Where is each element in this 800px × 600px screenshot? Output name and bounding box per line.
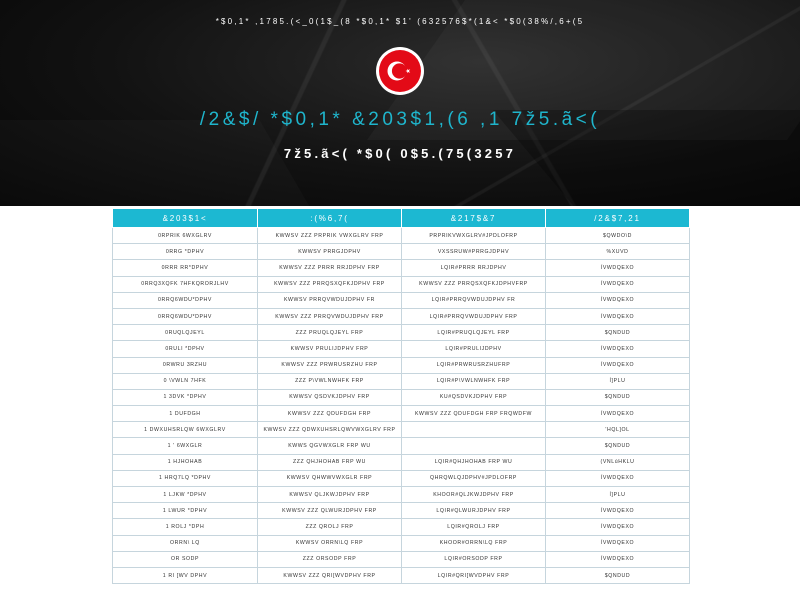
cell-company: 1 DUFDGH (113, 406, 258, 422)
cell-contact[interactable] (402, 422, 546, 438)
table-row (113, 308, 690, 324)
page-title: /2&$/ *$0,1* &203$1,(6 ,1 7ž5.ã<( (199, 109, 601, 130)
cell-website[interactable]: KWWSV ZZZ PRPRIK VWXGLRV FRP (258, 228, 402, 244)
table-row (113, 292, 690, 308)
cell-location: ÍVWDQEXO (546, 470, 690, 486)
table-row (113, 276, 690, 292)
column-header-location: /2&$7,21 (546, 209, 690, 228)
cell-location: ÍVWDQEXO (546, 535, 690, 551)
cell-location: ÍVWDQEXO (546, 341, 690, 357)
cell-company: 1 3DVK *DPHV (113, 389, 258, 405)
cell-website[interactable]: KWWSV QLJKWJDPHV FRP (258, 487, 402, 503)
cell-contact[interactable]: LQIR#QRI[WVDPHV FRP (402, 567, 546, 583)
cell-website[interactable]: KWWSV ZZZ PRRQSXQFKJDPHV FRP (258, 276, 402, 292)
hero-banner (0, 0, 800, 206)
cell-location: ÍVWDQEXO (546, 406, 690, 422)
table-row (113, 389, 690, 405)
cell-location: (VNLúHKLU (546, 454, 690, 470)
table-row (113, 454, 690, 470)
cell-company: 0RUQLQJEYL (113, 325, 258, 341)
cell-location: ÍVWDQEXO (546, 276, 690, 292)
top-navigation[interactable]: *$0,1* ,1785.(<_0(1$_(8 *$0,1* $1' (632576$*(1&< *$0(38%/,6+(5 (215, 17, 585, 26)
cell-contact[interactable]: LQIR#PRRQVWDUJDPHV FRP (402, 308, 546, 324)
cell-location: Í]PLU (546, 373, 690, 389)
table-row (113, 519, 690, 535)
cell-website[interactable]: KWWS QGVWXGLR FRP WU (258, 438, 402, 454)
cell-website[interactable]: KWWSV ZZZ PRRR RRJDPHV FRP (258, 260, 402, 276)
cell-website[interactable]: KWWSV ZZZ PRRQVWDUJDPHV FRP (258, 308, 402, 324)
cell-website[interactable]: ZZZ QROLJ FRP (258, 519, 402, 535)
crescent-inner (392, 63, 407, 78)
cell-website[interactable]: ZZZ PRUQLQJEYL FRP (258, 325, 402, 341)
table-row (113, 470, 690, 486)
table-row (113, 228, 690, 244)
cell-company: 0RRG *DPHV (113, 244, 258, 260)
cell-company: OR SODP (113, 551, 258, 567)
cell-company: 0RULI *DPHV (113, 341, 258, 357)
table-row (113, 244, 690, 260)
cell-contact[interactable]: PRPRIKVWXGLRV#JPDLOFRP (402, 228, 546, 244)
cell-contact[interactable]: LQIR#PRWRUSRZHUFRP (402, 357, 546, 373)
table-body (113, 228, 690, 584)
cell-website[interactable]: ZZZ ORSODP FRP (258, 551, 402, 567)
cell-contact[interactable]: LQIR#PRULIJDPHV (402, 341, 546, 357)
cell-company: ORRN\ LQ (113, 535, 258, 551)
cell-website[interactable]: KWWSV ZZZ QDUFDGH FRP (258, 406, 402, 422)
table-row (113, 406, 690, 422)
cell-company: 1 HJHOHAB (113, 454, 258, 470)
cell-website[interactable]: KWWSV ZZZ PRWRUSRZHU FRP (258, 357, 402, 373)
cell-contact[interactable]: VXSSRUW#PRRGJDPHV (402, 244, 546, 260)
cell-location: $QNDUD (546, 325, 690, 341)
table-row (113, 503, 690, 519)
table-row (113, 341, 690, 357)
cell-contact[interactable]: KHOOR#QLJKWJDPHV FRP (402, 487, 546, 503)
cell-contact[interactable]: LQIR#ORSODP FRP (402, 551, 546, 567)
cell-company: 0RRQ6WDU*DPHV (113, 292, 258, 308)
cell-company: 1 HRQ7LQ *DPHV (113, 470, 258, 486)
cell-contact[interactable]: KU#QSDVKJDPHV FRP (402, 389, 546, 405)
cell-contact[interactable]: LQIR#PRRR RRJDPHV (402, 260, 546, 276)
cell-location: $QNDUD (546, 438, 690, 454)
table-row (113, 357, 690, 373)
cell-website[interactable]: KWWSV ORRN\LQ FRP (258, 535, 402, 551)
cell-location: ÍVWDQEXO (546, 357, 690, 373)
page-subtitle: 7ž5.ã<( *$0( 0$5.(75(3257 (283, 146, 517, 161)
cell-website[interactable]: ZZZ QHJHOHAB FRP WU (258, 454, 402, 470)
cell-location: ÍVWDQEXO (546, 292, 690, 308)
cell-company: 0RRQ6WDU*DPHV (113, 308, 258, 324)
header-row (113, 209, 690, 228)
cell-company: 1 LWUR *DPHV (113, 503, 258, 519)
cell-location: %XUVD (546, 244, 690, 260)
cell-company: 1 DWXUHSRLQW 6WXGLRV (113, 422, 258, 438)
table-row (113, 551, 690, 567)
column-header-company: &203$1< (113, 209, 258, 228)
cell-website[interactable]: KWWSV PRRQVWDUJDPHV FR (258, 292, 402, 308)
cell-website[interactable]: KWWSV QHWWVWXGLR FRP (258, 470, 402, 486)
table-row (113, 535, 690, 551)
cell-website[interactable]: KWWSV QSDVKJDPHV FRP (258, 389, 402, 405)
cell-location: ÍVWDQEXO (546, 308, 690, 324)
cell-location: 'HQL]OL (546, 422, 690, 438)
background-facet (0, 120, 340, 206)
companies-table (112, 208, 689, 584)
cell-website[interactable]: KWWSV ZZZ QDWXUHSRLQWVWXGLRV FRP (258, 422, 402, 438)
cell-contact[interactable]: LQIR#P\VWLNWHFK FRP (402, 373, 546, 389)
table-row (113, 422, 690, 438)
cell-contact[interactable]: LQIR#PRRQVWDUJDPHV FR (402, 292, 546, 308)
table-row (113, 438, 690, 454)
table-row (113, 373, 690, 389)
cell-company: 1 ROLJ *DPH (113, 519, 258, 535)
flag-graphic (376, 47, 424, 95)
cell-website[interactable]: KWWSV PRULIJDPHV FRP (258, 341, 402, 357)
table-row (113, 260, 690, 276)
cell-contact[interactable]: LQIR#PRUQLQJEYL FRP (402, 325, 546, 341)
cell-company: 0RPRIK 6WXGLRV (113, 228, 258, 244)
cell-contact[interactable]: KWWSV ZZZ QDUFDGH FRP FRQWDFW (402, 406, 546, 422)
cell-location: ÍVWDQEXO (546, 260, 690, 276)
data-table (112, 208, 690, 584)
cell-contact[interactable]: LQIR#QLWURJDPHV FRP (402, 503, 546, 519)
cell-location: $QWDO\D (546, 228, 690, 244)
cell-website[interactable]: KWWSV ZZZ QRI[WVDPHV FRP (258, 567, 402, 583)
cell-company: 0 \VWLN 7HFK (113, 373, 258, 389)
cell-location: $QNDUD (546, 389, 690, 405)
cell-company: 1 ' 6WXGLR (113, 438, 258, 454)
cell-website[interactable]: ZZZ P\VWLNWHFK FRP (258, 373, 402, 389)
cell-location: ÍVWDQEXO (546, 503, 690, 519)
turkey-flag-icon (376, 47, 424, 95)
cell-contact[interactable] (402, 438, 546, 454)
cell-contact[interactable]: KWWSV ZZZ PRRQSXQFKJDPHVFRP (402, 276, 546, 292)
table-row (113, 487, 690, 503)
cell-company: 0RWRU 3RZHU (113, 357, 258, 373)
table-row (113, 567, 690, 583)
cell-location: $QNDUD (546, 567, 690, 583)
cell-website[interactable]: KWWSV ZZZ QLWURJDPHV FRP (258, 503, 402, 519)
cell-contact[interactable]: KHOOR#ORRN\LQ FRP (402, 535, 546, 551)
cell-website[interactable]: KWWSV PRRGJDPHV (258, 244, 402, 260)
cell-contact[interactable]: QHRQWLQJDPHV#JPDLOFRP (402, 470, 546, 486)
cell-company: 0RRQ3XQFK 7HFKQRORJLHV (113, 276, 258, 292)
cell-company: 1 LJKW *DPHV (113, 487, 258, 503)
cell-location: ÍVWDQEXO (546, 551, 690, 567)
cell-company: 1 RI [WV DPHV (113, 567, 258, 583)
cell-company: 0RRR RR*DPHV (113, 260, 258, 276)
cell-contact[interactable]: LQIR#QHJHOHAB FRP WU (402, 454, 546, 470)
column-header-contact: &217$&7 (402, 209, 546, 228)
column-header-website: :(%6,7( (258, 209, 402, 228)
cell-contact[interactable]: LQIR#QROLJ FRP (402, 519, 546, 535)
cell-location: ÍVWDQEXO (546, 519, 690, 535)
table-row (113, 325, 690, 341)
cell-location: Í]PLU (546, 487, 690, 503)
table-header (113, 209, 690, 228)
